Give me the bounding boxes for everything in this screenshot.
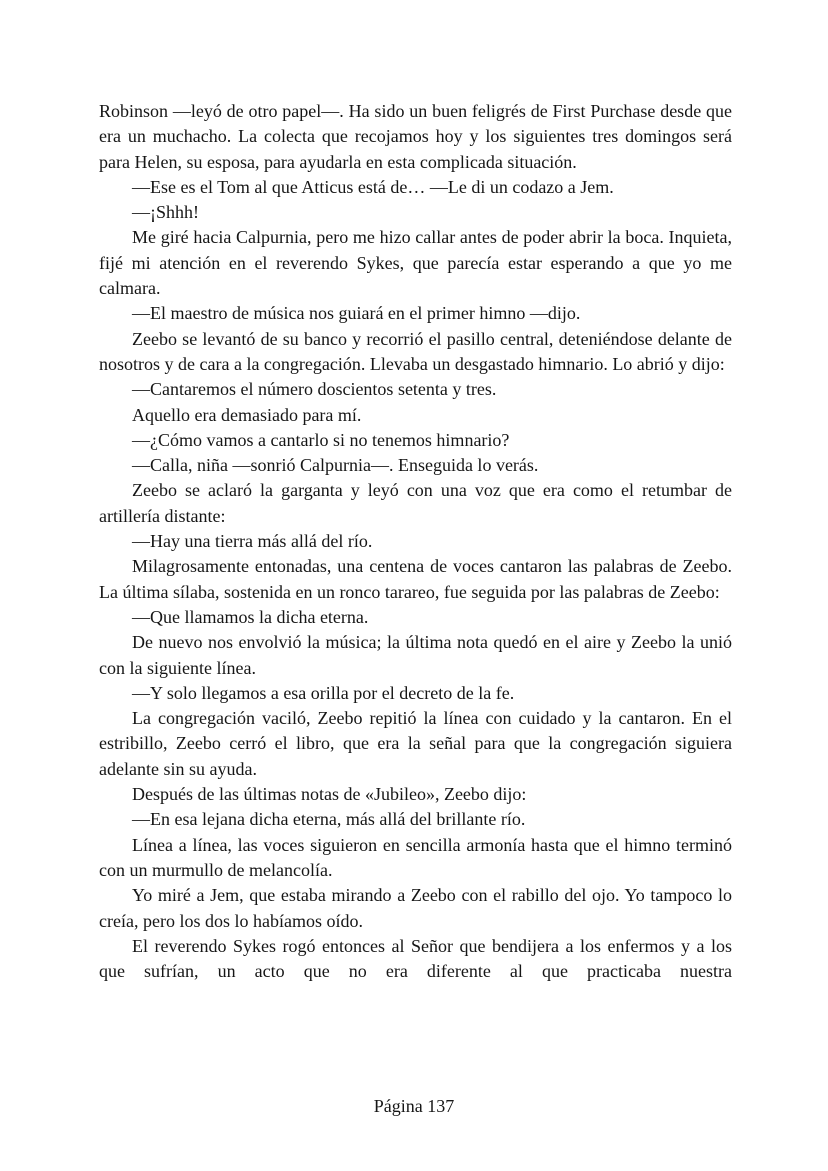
paragraph: Zeebo se aclaró la garganta y leyó con una voz que era como el retumbar de artillería distante:: [99, 480, 732, 526]
book-page-text: [99, 99, 732, 984]
page-number: Página 137: [373, 1096, 455, 1116]
paragraph: —Y solo llegamos a esa orilla por el decreto de la fe.: [132, 682, 515, 703]
paragraph: —Ese es el Tom al que Atticus está de… —Le di un codazo a Jem.: [132, 176, 614, 197]
paragraph: Me giré hacia Calpurnia, pero me hizo callar antes de poder abrir la boca. Inquieta, fijé mi atención en el reverendo Sykes, que parecía estar esperando a que yo me calmara.: [99, 227, 732, 299]
paragraph: El reverendo Sykes rogó entonces al Señor que bendijera a los enfermos y a los que sufrían, un acto que no era diferente al que practicaba nuestra: [99, 935, 732, 982]
paragraph: Línea a línea, las voces siguieron en sencilla armonía hasta que el himno terminó con un murmullo de melancolía.: [99, 834, 732, 880]
paragraph: —Que llamamos la dicha eterna.: [132, 606, 369, 627]
paragraph: Zeebo se levantó de su banco y recorrió el pasillo central, deteniéndose delante de nosotros y de cara a la congregación. Llevaba un desgastado himnario. Lo abrió y dijo:: [99, 328, 732, 374]
paragraph: —Calla, niña —sonrió Calpurnia—. Enseguida lo verás.: [132, 455, 539, 476]
paragraph: Aquello era demasiado para mí.: [132, 404, 362, 425]
paragraph: —Cantaremos el número doscientos setenta y tres.: [132, 379, 497, 400]
paragraph: La congregación vaciló, Zeebo repitió la línea con cuidado y la cantaron. En el estribillo, Zeebo cerró el libro, que era la señal para que la congregación siguiera adelante sin su ayuda.: [99, 708, 732, 779]
paragraph: —En esa lejana dicha eterna, más allá del brillante río.: [132, 809, 526, 830]
paragraph: De nuevo nos envolvió la música; la última nota quedó en el aire y Zeebo la unió con la siguiente línea.: [99, 632, 732, 678]
paragraph: —¿Cómo vamos a cantarlo si no tenemos himnario?: [132, 429, 510, 450]
paragraph: Yo miré a Jem, que estaba mirando a Zeebo con el rabillo del ojo. Yo tampoco lo creía, pero los dos lo habíamos oído.: [99, 885, 732, 931]
paragraph: —Hay una tierra más allá del río.: [132, 531, 373, 552]
paragraph: Milagrosamente entonadas, una centena de voces cantaron las palabras de Zeebo. La última sílaba, sostenida en un ronco tarareo, fue seguida por las palabras de Zeebo:: [99, 556, 732, 602]
paragraph: —El maestro de música nos guiará en el primer himno —dijo.: [132, 303, 581, 324]
paragraph: —¡Shhh!: [132, 202, 199, 223]
paragraph: Después de las últimas notas de «Jubileo», Zeebo dijo:: [132, 784, 527, 805]
paragraph: Robinson —leyó de otro papel—. Ha sido un buen feligrés de First Purchase desde que era un muchacho. La colecta que recojamos hoy y los siguientes tres domingos será para Helen, su esposa, para ayudarla en esta complicada situación.: [99, 101, 732, 172]
